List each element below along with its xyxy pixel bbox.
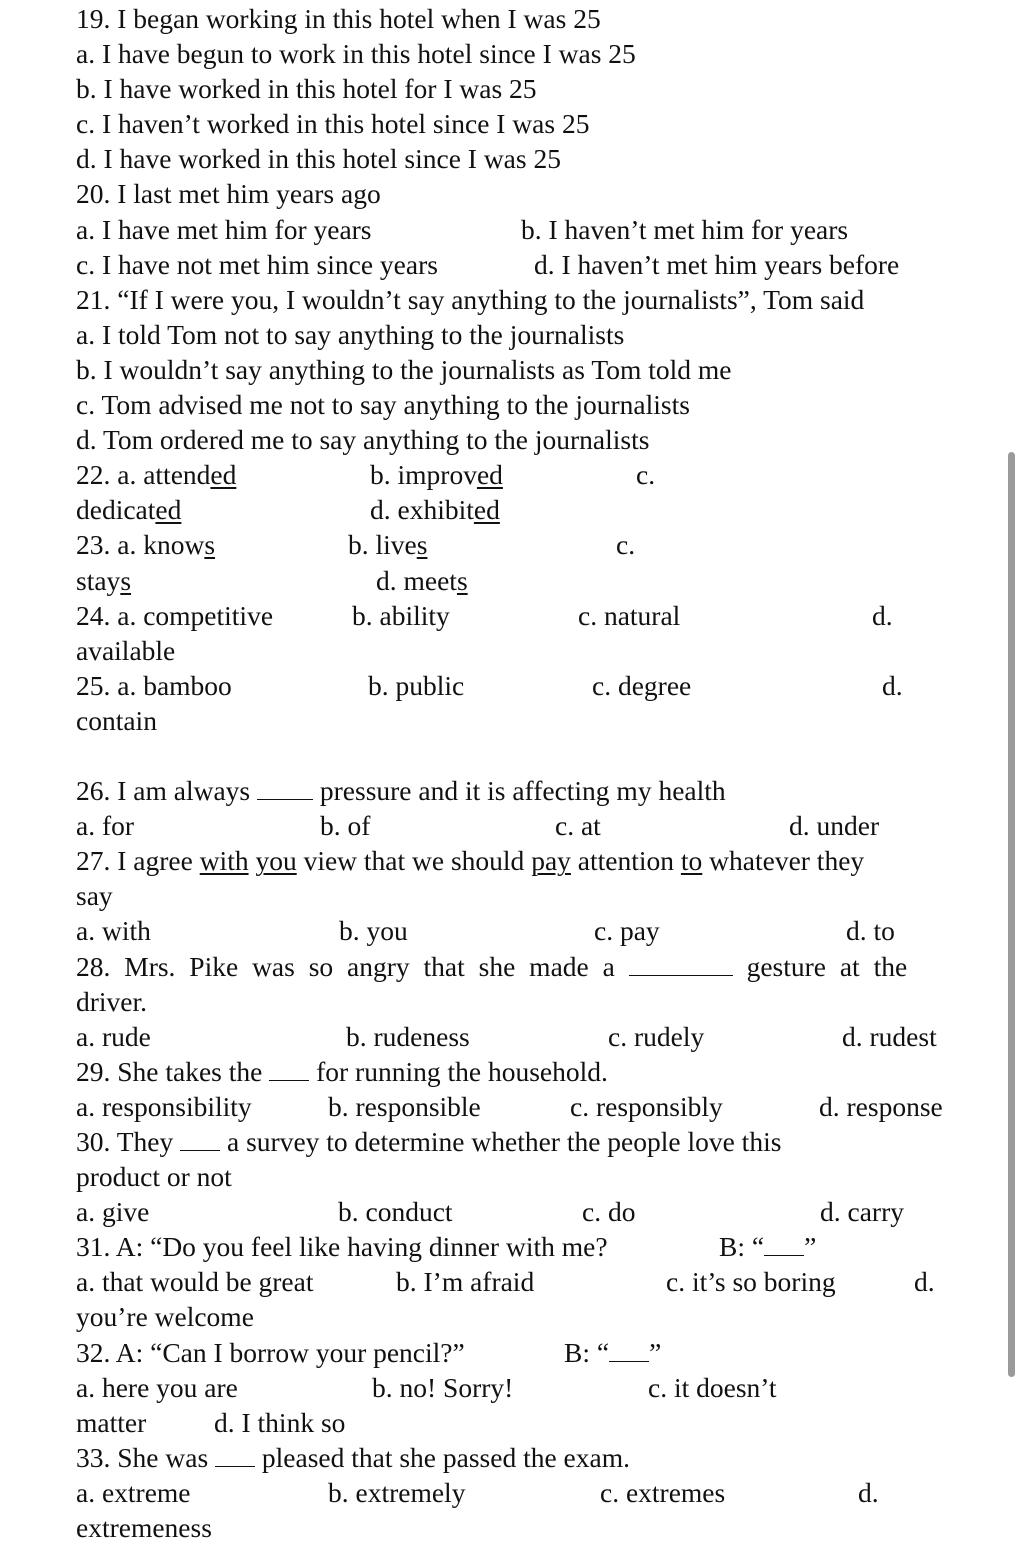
q22-option-c: dedicated xyxy=(76,494,182,526)
q30-blank xyxy=(180,1128,220,1151)
q31-option-b: b. I’m afraid xyxy=(396,1266,535,1298)
q25-option-a: 25. a. bamboo xyxy=(76,669,232,701)
q31-stem xyxy=(76,1229,976,1264)
q19-option-a: a. I have begun to work in this hotel since I was 25 xyxy=(76,38,636,70)
q27-stem: 27. I agree with you view that we should pay attention to whatever they xyxy=(76,845,865,877)
q30-stem: 30. They a survey to determine whether the people love this xyxy=(76,1126,782,1157)
q24-line-1 xyxy=(76,598,976,633)
q23-option-b: b. lives xyxy=(348,529,428,561)
q20-options-ab xyxy=(76,212,976,247)
q20-option-a: a. I have met him for years xyxy=(76,213,372,245)
q24-option-b: b. ability xyxy=(352,599,450,631)
q30-option-b: b. conduct xyxy=(338,1196,453,1228)
q20-stem: 20. I last met him years ago xyxy=(76,178,381,210)
q23-option-d: d. meets xyxy=(376,564,468,596)
q32-option-d: d. I think so xyxy=(214,1406,346,1438)
q19-option-d: d. I have worked in this hotel since I was 25 xyxy=(76,143,561,175)
q21-option-c: c. Tom advised me not to say anything to the journalists xyxy=(76,389,690,421)
q21-stem: 21. “If I were you, I wouldn’t say anything to the journalists”, Tom said xyxy=(76,283,865,315)
q33-option-a: a. extreme xyxy=(76,1476,191,1508)
q27-stem-cont: say xyxy=(76,880,113,912)
q23-line-1 xyxy=(76,527,976,562)
q32-option-c: c. it doesn’t xyxy=(648,1371,777,1403)
q32-options-cont xyxy=(76,1405,976,1440)
q28-blank xyxy=(629,953,733,976)
q26-options xyxy=(76,808,976,843)
q31-question: 31. A: “Do you feel like having dinner with me? xyxy=(76,1231,608,1263)
q30-stem-cont: product or not xyxy=(76,1161,232,1193)
q25-option-b: b. public xyxy=(368,669,465,701)
q31-reply: B: “ ” xyxy=(719,1231,817,1263)
q26-option-c: c. at xyxy=(555,810,601,842)
q32-options xyxy=(76,1370,976,1405)
q33-option-b: b. extremely xyxy=(328,1476,466,1508)
q32-reply: B: “ ” xyxy=(564,1336,662,1368)
q29-options xyxy=(76,1089,976,1124)
q24-option-c: c. natural xyxy=(578,599,681,631)
q32-stem xyxy=(76,1335,976,1370)
q26-stem: 26. I am always pressure and it is affecting my health xyxy=(76,775,726,807)
q27-option-c: c. pay xyxy=(594,915,660,947)
q21-option-d: d. Tom ordered me to say anything to the journalists xyxy=(76,424,650,456)
q23-option-c: stays xyxy=(76,564,132,596)
q24-option-a: 24. a. competitive xyxy=(76,599,274,631)
q20-option-b: b. I haven’t met him for years xyxy=(521,213,849,245)
q20-options-cd xyxy=(76,247,976,282)
q29-option-c: c. responsibly xyxy=(570,1090,723,1122)
q28-options xyxy=(76,1019,976,1054)
q32-option-c-cont: matter xyxy=(76,1406,147,1438)
q28-option-b: b. rudeness xyxy=(346,1020,470,1052)
q25-option-d-label: d. xyxy=(882,669,903,701)
q27-option-d: d. to xyxy=(846,915,895,947)
q33-options xyxy=(76,1475,976,1510)
q28-option-a: a. rude xyxy=(76,1020,151,1052)
q32-option-a: a. here you are xyxy=(76,1371,238,1403)
q33-option-d: extremeness xyxy=(76,1512,212,1544)
q19-stem: 19. I began working in this hotel when I was 25 xyxy=(76,3,601,34)
q29-option-b: b. responsible xyxy=(328,1090,481,1122)
q33-stem: 33. She was pleased that she passed the exam. xyxy=(76,1441,630,1473)
q26-option-a: a. for xyxy=(76,810,135,842)
q28-option-c: c. rudely xyxy=(608,1020,705,1052)
q29-blank xyxy=(269,1058,309,1081)
q26-option-d: d. under xyxy=(789,810,880,842)
q31-options xyxy=(76,1264,976,1299)
q28-stem-cont: driver. xyxy=(76,985,148,1017)
q31-option-c: c. it’s so boring xyxy=(666,1266,836,1298)
q19-option-c: c. I haven’t worked in this hotel since I was 25 xyxy=(76,108,590,140)
q25-option-d: contain xyxy=(76,704,157,736)
q28-option-d: d. rudest xyxy=(842,1020,937,1052)
q22-line-2 xyxy=(76,492,976,527)
q33-option-d-label: d. xyxy=(858,1476,879,1508)
q26-blank xyxy=(257,777,313,800)
q33-blank xyxy=(215,1444,255,1467)
q25-line-1 xyxy=(76,668,976,703)
q31-option-a: a. that would be great xyxy=(76,1266,314,1298)
q26-option-b: b. of xyxy=(320,810,371,842)
q21-option-a: a. I told Tom not to say anything to the journalists xyxy=(76,318,625,350)
q24-option-d-label: d. xyxy=(872,599,893,631)
spacer xyxy=(76,738,976,773)
q30-option-c: c. do xyxy=(582,1196,636,1228)
q28-stem: 28. Mrs. Pike was so angry that she made a gesture at the xyxy=(76,950,908,982)
q27-option-a: a. with xyxy=(76,915,151,947)
q20-option-c: c. I have not met him since years xyxy=(76,248,438,280)
q30-options xyxy=(76,1194,976,1229)
q29-option-d: d. response xyxy=(819,1090,943,1122)
q30-option-d: d. carry xyxy=(820,1196,904,1228)
q23-option-a: 23. a. knows xyxy=(76,529,216,561)
q21-option-b: b. I wouldn’t say anything to the journalists as Tom told me xyxy=(76,353,732,385)
exercise-document xyxy=(76,1,976,1545)
q24-option-d: available xyxy=(76,634,176,666)
vertical-scrollbar[interactable] xyxy=(1008,452,1015,1377)
q31-blank xyxy=(764,1233,804,1256)
q33-option-c: c. extremes xyxy=(600,1476,726,1508)
q29-option-a: a. responsibility xyxy=(76,1090,252,1122)
q29-stem: 29. She takes the for running the household. xyxy=(76,1055,608,1087)
q22-option-c-label: c. xyxy=(636,459,656,491)
q32-option-b: b. no! Sorry! xyxy=(372,1371,514,1403)
q27-options xyxy=(76,913,976,948)
q32-blank xyxy=(609,1339,649,1362)
q22-option-d: d. exhibited xyxy=(370,494,500,526)
q23-option-c-label: c. xyxy=(616,529,636,561)
q22-option-a: 22. a. attended xyxy=(76,459,237,491)
q25-option-c: c. degree xyxy=(592,669,692,701)
q31-option-d: you’re welcome xyxy=(76,1301,254,1333)
q31-option-d-label: d. xyxy=(914,1266,935,1298)
q32-question: 32. A: “Can I borrow your pencil?” xyxy=(76,1336,465,1368)
q30-option-a: a. give xyxy=(76,1196,150,1228)
q23-line-2 xyxy=(76,563,976,598)
q20-option-d: d. I haven’t met him years before xyxy=(534,248,900,280)
q27-option-b: b. you xyxy=(339,915,408,947)
q22-option-b: b. improved xyxy=(370,459,503,491)
q19-option-b: b. I have worked in this hotel for I was 25 xyxy=(76,73,537,105)
q22-line-1 xyxy=(76,457,976,492)
